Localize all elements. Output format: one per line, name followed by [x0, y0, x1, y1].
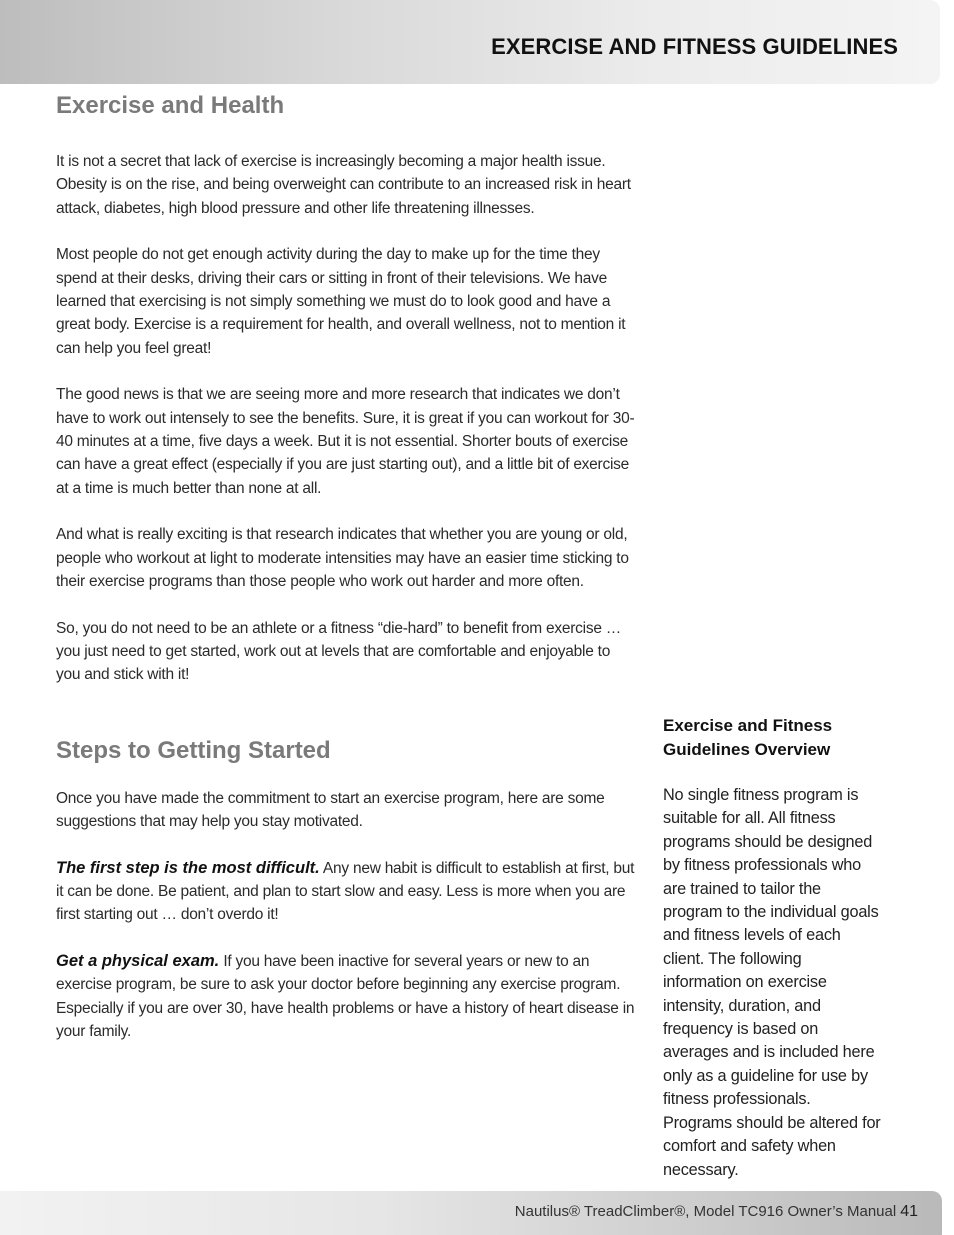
sidebar-text: No single fitness program is suitable for all. All fitness programs should be designed by fitness professionals who are trained to tailor the program to the individual goals and fitness levels of each client. The following information on exercise intensity, duration, and frequency is based on averages and is included here only as a guideline for use by fitness professionals. Programs should be altered for comfort and safety when necessary.: [663, 786, 881, 1179]
section-heading-getting-started: Steps to Getting Started: [56, 736, 331, 764]
paragraph: Once you have made the commitment to start an exercise program, here are some suggestions that may help you stay motivated.: [56, 789, 605, 831]
page-number: 41: [900, 1203, 918, 1220]
paragraph: The good news is that we are seeing more and more research that indicates we don’t have to work out intensely to see the benefits. Sure, it is great if you can workout for 30-40 minutes at a time, five days a week. But it is not essential. Shorter bouts of exercise can have a great effect (especially if you are just starting out), and a little bit of exercise at a time is much better than none at all.: [56, 386, 635, 497]
tip-paragraph: [56, 857, 636, 927]
paragraph: Most people do not get enough activity during the day to make up for the time they spend at their desks, driving their cars or sitting in front of their televisions. We have learned that exercising is not simply something we must do to look good and have a great body. Exercise is a requirement for health, and overall wellness, not to mention it can help you feel great!: [56, 246, 626, 357]
sidebar: [663, 714, 881, 1182]
footer: [515, 1203, 918, 1221]
chapter-title: EXERCISE AND FITNESS GUIDELINES: [491, 34, 898, 59]
sidebar-heading: Exercise and Fitness Guidelines Overview: [663, 716, 833, 759]
tip-text: If you have been inactive for several years or new to an exercise program, be sure to ask your doctor before beginning any exercise program. Especially if you are over 30, have health problems or have a history of heart disease in your family.: [56, 952, 635, 1040]
tip-paragraph: [56, 950, 636, 1044]
manual-title: Nautilus® TreadClimber®, Model TC916 Owner’s Manual: [514, 1203, 897, 1220]
section-heading-exercise-health: Exercise and Health: [56, 92, 285, 119]
paragraph: So, you do not need to be an athlete or a fitness “die-hard” to benefit from exercise … you just need to get started, work out at levels that are comfortable and enjoyable to you and stick with it!: [56, 619, 622, 684]
main-column: [56, 92, 636, 1043]
paragraph: It is not a secret that lack of exercise is increasingly becoming a major health issue. Obesity is on the rise, and being overweight can contribute to an increased risk in heart attack, diabetes, high blood pressure and other life threatening illnesses.: [56, 153, 631, 217]
tip-lead: The first step is the most difficult.: [56, 858, 320, 877]
tip-text: Any new habit is difficult to establish at first, but it can be done. Be patient, and plan to start slow and easy. Less is more when you are first starting out … don’t overdo it!: [56, 859, 635, 924]
paragraph: And what is really exciting is that research indicates that whether you are young or old, people who workout at light to moderate intensities may have an easier time sticking to their exercise programs than those people who work out harder and more often.: [56, 526, 629, 591]
tip-lead: Get a physical exam.: [56, 951, 220, 970]
